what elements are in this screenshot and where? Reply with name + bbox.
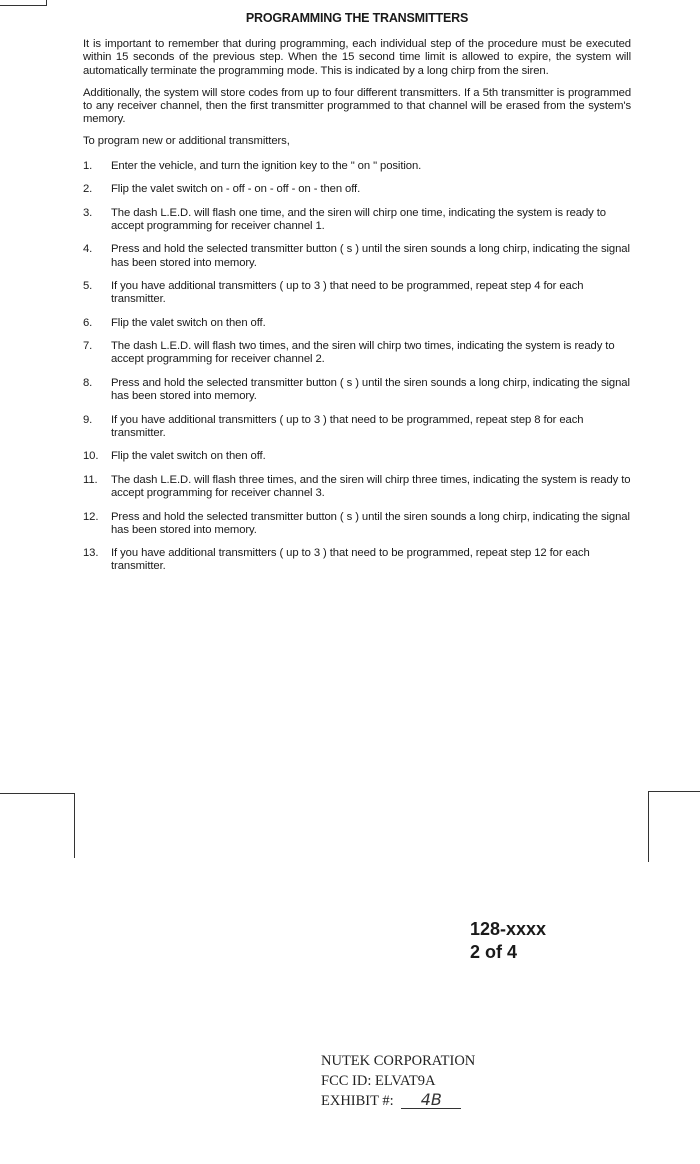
crop-mark-right: [648, 791, 700, 862]
step-item: [83, 414, 631, 440]
fcc-id: FCC ID: ELVAT9A: [321, 1073, 436, 1089]
step-text: Press and hold the selected transmitter button ( s ) until the siren sounds a long chirp, indicating the signal has been stored into memory.: [111, 510, 630, 536]
exhibit-number-handwritten: 4B: [401, 1092, 461, 1109]
programming-steps-list: [83, 160, 631, 574]
step-text: If you have additional transmitters ( up to 3 ) that need to be programmed, repeat step 4 for each transmitter.: [111, 280, 584, 306]
step-item: [83, 450, 631, 463]
intro-paragraph-lead-in: To program new or additional transmitters,: [83, 135, 290, 148]
step-item: [83, 317, 631, 330]
intro-paragraph-storage: Additionally, the system will store codes from up to four different transmitters. If a 5th transmitter is programmed to any receiver channel, then the first transmitter programmed to that channel will be erased from the system's memory.: [83, 86, 631, 126]
step-item: [83, 207, 631, 233]
step-number: 12.: [83, 510, 99, 523]
step-item: [83, 183, 631, 196]
step-item: [83, 160, 631, 173]
step-number: 10.: [83, 450, 99, 463]
step-number: 3.: [83, 206, 93, 219]
intro-paragraph-time-limit: It is important to remember that during programming, each individual step of the procedure must be executed within 15 seconds of the previous step. When the 15 second time limit is allowed to expire, the system will automatically terminate the programming mode. This is indicated by a long chirp from the siren.: [83, 38, 631, 77]
step-item: [83, 340, 631, 366]
step-number: 5.: [83, 280, 93, 293]
step-text: The dash L.E.D. will flash three times, and the siren will chirp three times, indicating the system is ready to accept programming for receiver channel 3.: [111, 473, 631, 500]
crop-mark-top-left: [0, 0, 47, 6]
step-text: Flip the valet switch on then off.: [111, 316, 266, 329]
step-item: [83, 511, 631, 537]
step-number: 13.: [83, 547, 99, 560]
step-number: 2.: [83, 183, 93, 196]
crop-mark-left: [0, 793, 75, 858]
instructions-body: [83, 12, 631, 584]
company-name: NUTEK CORPORATION: [321, 1053, 476, 1069]
step-text: Press and hold the selected transmitter button ( s ) until the siren sounds a long chirp, indicating the signal has been stored into memory.: [111, 376, 630, 403]
document-number: 128-xxxx: [470, 919, 547, 939]
document-id-block: [470, 918, 546, 964]
step-text: If you have additional transmitters ( up to 3 ) that need to be programmed, repeat step 12 for each transmitter.: [111, 547, 590, 573]
step-text: The dash L.E.D. will flash one time, and the siren will chirp one time, indicating the system is ready to accept programming for receiver channel 1.: [111, 206, 606, 232]
step-text: The dash L.E.D. will flash two times, and the siren will chirp two times, indicating the system is ready to accept programming for receiver channel 2.: [111, 340, 615, 366]
step-text: Flip the valet switch on then off.: [111, 450, 266, 463]
step-number: 4.: [83, 243, 93, 256]
exhibit-line: [321, 1091, 475, 1111]
step-number: 8.: [83, 376, 93, 389]
page-title: PROGRAMMING THE TRANSMITTERS: [245, 11, 469, 25]
step-item: [83, 377, 631, 403]
page-indicator: 2 of 4: [470, 942, 518, 962]
step-item: [83, 243, 631, 269]
step-text: Press and hold the selected transmitter button ( s ) until the siren sounds a long chirp, indicating the signal has been stored into memory.: [111, 243, 630, 269]
step-number: 11.: [83, 473, 98, 486]
step-item: [83, 547, 631, 573]
step-item: [83, 474, 631, 500]
step-number: 9.: [83, 413, 93, 426]
step-text: If you have additional transmitters ( up to 3 ) that need to be programmed, repeat step 8 for each transmitter.: [111, 413, 584, 439]
fcc-stamp: [321, 1051, 475, 1111]
step-item: [83, 280, 631, 306]
step-number: 6.: [83, 316, 93, 329]
step-number: 1.: [83, 159, 93, 172]
step-text: Flip the valet switch on - off - on - off - on - then off.: [111, 183, 361, 196]
step-number: 7.: [83, 340, 93, 353]
exhibit-label: EXHIBIT #:: [321, 1093, 394, 1109]
step-text: Enter the vehicle, and turn the ignition key to the " on " position.: [111, 159, 422, 172]
